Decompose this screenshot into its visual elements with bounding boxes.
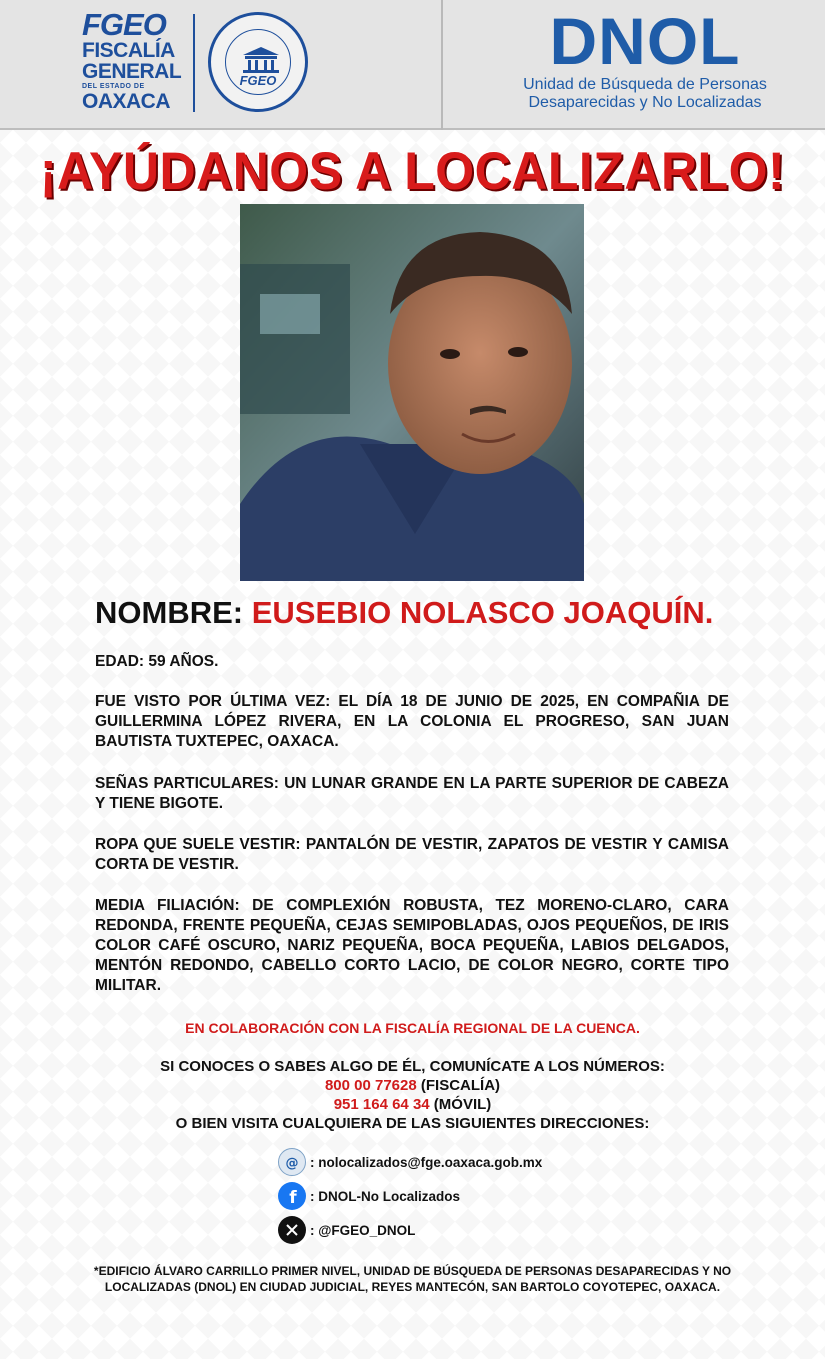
header-banner (0, 0, 825, 130)
detail-filiacion: MEDIA FILIACIÓN: DE COMPLEXIÓN ROBUSTA, TEZ MORENO-CLARO, CARA REDONDA, FRENTE PEQUEÑA, CEJAS SEMIPOBLADAS, OJOS PEQUEÑOS, DE IRIS COLOR CAFÉ OSCURO, NARIZ PEQUEÑA, BOCA PEQUEÑA, LABIOS DELGADOS, MENTÓN REDONDO, CABELLO CORTO LACIO, DE COLOR NEGRO, CORTE TIPO MILITAR. (95, 897, 729, 994)
missing-person-photo (240, 204, 584, 581)
x-handle[interactable]: : @FGEO_DNOL (310, 1222, 416, 1238)
email-address[interactable]: : nolocalizados@fge.oaxaca.gob.mx (310, 1154, 543, 1170)
dnol-subtitle-2: Desaparecidas y No Localizadas (528, 94, 762, 111)
dnol-title: DNOL (549, 4, 741, 78)
contact-x-row[interactable] (278, 1216, 415, 1244)
svg-text:@: @ (285, 1156, 299, 1171)
collaboration-note: EN COLABORACIÓN CON LA FISCALÍA REGIONAL DE LA CUENCA. (185, 1020, 640, 1036)
facebook-page[interactable]: : DNOL-No Localizados (310, 1188, 461, 1204)
name-value: EUSEBIO NOLASCO JOAQUÍN. (251, 595, 714, 630)
fgeo-logo (82, 7, 182, 116)
visit-note: O BIEN VISITA CUALQUIERA DE LAS SIGUIENTES DIRECCIONES: (175, 1115, 650, 1132)
phone-fiscalia-label: (FISCALÍA) (416, 1077, 501, 1094)
fgeo-line3: DEL ESTADO DE (82, 83, 145, 90)
contact-email-row[interactable] (278, 1148, 542, 1176)
dnol-logo (505, 6, 785, 112)
detail-visto: FUE VISTO POR ÚLTIMA VEZ: EL DÍA 18 DE JUNIO DE 2025, EN COMPAÑIA DE GUILLERMINA LÓPEZ RIVERA, EN LA COLONIA EL PROGRESO, SAN JUAN BAUTISTA TUXTEPEC, OAXACA. (95, 693, 729, 750)
building-icon (241, 45, 281, 73)
person-name-line (95, 595, 713, 631)
phone-line-2 (0, 1095, 825, 1114)
logo-divider (193, 14, 195, 112)
phone-line-1 (0, 1076, 825, 1095)
x-twitter-icon (278, 1216, 306, 1244)
name-label: NOMBRE: (95, 595, 244, 630)
fgeo-line2: GENERAL (82, 60, 182, 83)
email-icon (278, 1148, 306, 1176)
seal-label: FGEO (239, 73, 277, 88)
contact-facebook-row[interactable] (278, 1182, 460, 1210)
footer-address: *EDIFICIO ÁLVARO CARRILLO PRIMER NIVEL, UNIDAD DE BÚSQUEDA DE PERSONAS DESAPARECIDAS Y NO LOCALIZADAS (DNOL) EN CIUDAD JUDICIAL, REYES MANTECÓN, SAN BARTOLO COYOTEPEC, OAXACA. (93, 1264, 732, 1294)
facebook-icon (278, 1182, 306, 1210)
detail-ropa: ROPA QUE SUELE VESTIR: PANTALÓN DE VESTIR, ZAPATOS DE VESTIR Y CAMISA CORTA DE VESTIR. (95, 836, 729, 873)
fiscalia-seal-icon (208, 12, 308, 112)
fgeo-abbr: FGEO (82, 7, 166, 42)
fgeo-line1: FISCALÍA (82, 39, 175, 62)
phone-fiscalia[interactable]: 800 00 77628 (324, 1077, 417, 1094)
phone-movil[interactable]: 951 164 64 34 (333, 1096, 430, 1113)
svg-text:f: f (289, 1188, 297, 1205)
dnol-subtitle-1: Unidad de Búsqueda de Personas (523, 76, 767, 93)
detail-senas: SEÑAS PARTICULARES: UN LUNAR GRANDE EN LA PARTE SUPERIOR DE CABEZA Y TIENE BIGOTE. (95, 775, 729, 812)
headline: ¡AYÚDANOS A LOCALIZARLO! (39, 141, 786, 201)
phone-movil-label: (MÓVIL) (429, 1096, 492, 1113)
header-divider (441, 0, 443, 130)
contact-intro: SI CONOCES O SABES ALGO DE ÉL, COMUNÍCATE A LOS NÚMEROS: (160, 1058, 665, 1075)
fgeo-line4: OAXACA (82, 90, 171, 113)
detail-edad: EDAD: 59 AÑOS. (95, 653, 219, 670)
